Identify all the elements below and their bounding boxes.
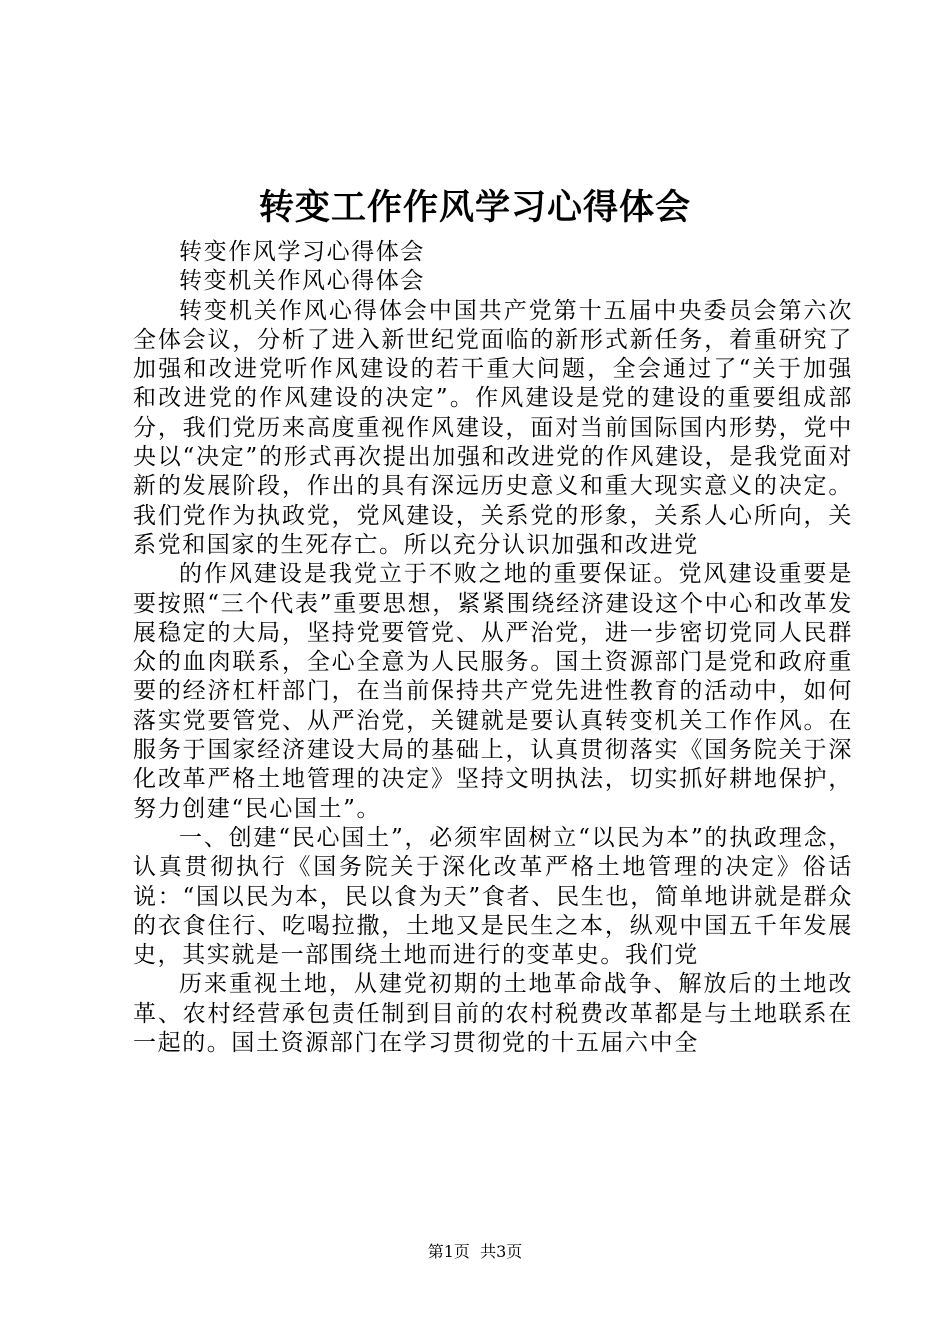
paragraph: 历来重视土地，从建党初期的土地革命战争、解放后的土地改革、农村经营承包责任制到目前的农村税费改革都是与土地联系在一起的。国土资源部门在学习贯彻党的十五届六中全 [133,971,853,1057]
page-footer [0,1240,950,1264]
paragraph: 转变作风学习心得体会 [179,239,425,265]
footer-separator [470,1242,480,1261]
document-body [133,238,853,1058]
paragraph: 转变机关作风心得体会中国共产党第十五届中央委员会第六次全体会议，分析了进入新世纪党面临的新形式新任务，着重研究了加强和改进党听作风建设的若干重大问题，全会通过了“关于加强和改进党的作风建设的决定”。作风建设是党的建设的重要组成部分，我们党历来高度重视作风建设，面对当前国际国内形势，党中央以“决定”的形式再次提出加强和改进党的作风建设，是我党面对新的发展阶段，作出的具有深远历史意义和重大现实意义的决定。我们党作为执政党，党风建设，关系党的形象，关系人心所向，关系党和国家的生死存亡。所以充分认识加强和改进党 [133,297,853,558]
page-total: 共3页 [480,1242,523,1261]
document-title: 转变工作作风学习心得体会 [258,187,691,228]
paragraph: 转变机关作风心得体会 [179,268,425,295]
paragraph: 的作风建设是我党立于不败之地的重要保证。党风建设重要是要按照“三个代表”重要思想，紧紧围绕经济建设这个中心和改革发展稳定的大局，坚持党要管党、从严治党，进一步密切党同人民群众的血肉联系，全心全意为人民服务。国土资源部门是党和政府重要的经济杠杆部门，在当前保持共产党先进性教育的活动中，如何落实党要管党、从严治党，关键就是要认真转变机关工作作风。在服务于国家经济建设大局的基础上，认真贯彻落实《国务院关于深化改革严格土地管理的决定》坚持文明执法，切实抓好耕地保护，努力创建“民心国土”。 [133,561,853,822]
page-number: 第1页 [427,1242,470,1261]
paragraph: 一、创建“民心国土”，必须牢固树立“以民为本”的执政理念，认真贯彻执行《国务院关于深化改革严格土地管理的决定》俗话说：“国以民为本，民以食为天”食者、民生也，简单地讲就是群众的衣食住行、吃喝拉撒，土地又是民生之本，纵观中国五千年发展史，其实就是一部围绕土地而进行的变革史。我们党 [133,824,853,969]
